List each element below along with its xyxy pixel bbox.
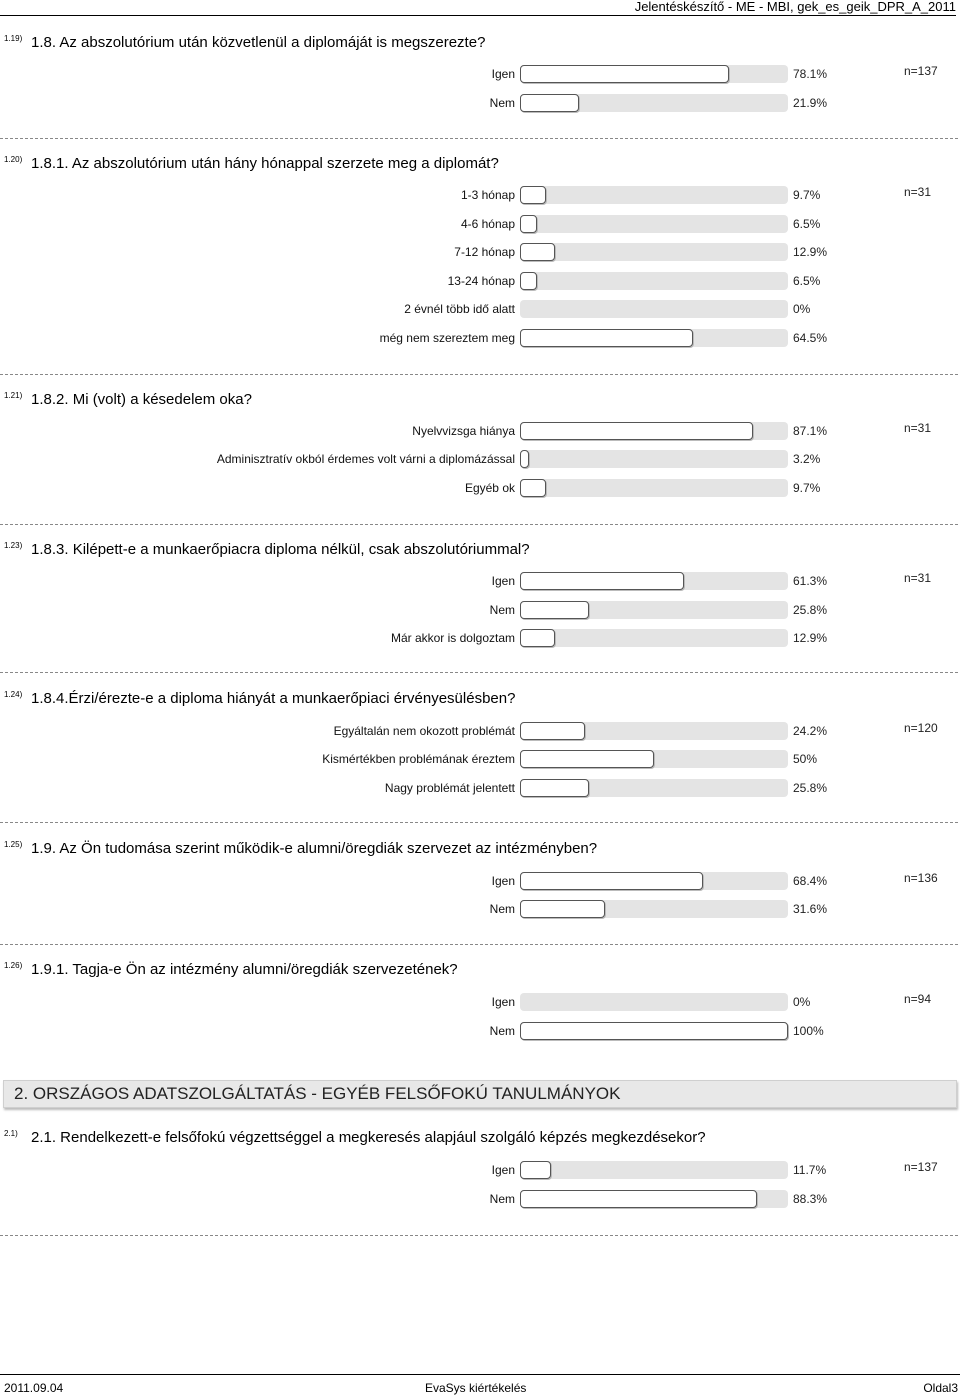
question-title: 1.9.1. Tagja-e Ön az intézmény alumni/öregdiák szervezetének? bbox=[31, 961, 458, 978]
percentage-bar-fill bbox=[520, 750, 654, 768]
respondent-count: n=31 bbox=[904, 571, 932, 585]
percentage-bar-track bbox=[520, 601, 788, 619]
answer-label: 1-3 hónap bbox=[460, 188, 515, 202]
answer-percentage: 25.8% bbox=[793, 603, 828, 617]
answer-percentage: 88.3% bbox=[793, 1192, 828, 1206]
footer-generator: EvaSys kiértékelés bbox=[425, 1381, 527, 1395]
percentage-bar-fill bbox=[520, 329, 693, 347]
percentage-bar-fill bbox=[520, 272, 537, 290]
answer-label: Nem bbox=[489, 603, 515, 617]
answer-row bbox=[0, 93, 960, 115]
answer-percentage: 61.3% bbox=[793, 574, 828, 588]
answer-label: Igen bbox=[491, 874, 515, 888]
answer-percentage: 50% bbox=[793, 752, 818, 766]
question-number: 1.20) bbox=[4, 155, 23, 164]
answer-row bbox=[0, 421, 960, 443]
question-title: 1.8.3. Kilépett-e a munkaerőpiacra diploma nélkül, csak abszolutóriummal? bbox=[31, 541, 530, 558]
answer-percentage: 12.9% bbox=[793, 631, 828, 645]
answer-row bbox=[0, 628, 960, 650]
percentage-bar-track bbox=[520, 272, 788, 290]
percentage-bar-fill bbox=[520, 479, 546, 497]
percentage-bar-track bbox=[520, 215, 788, 233]
answer-row bbox=[0, 1021, 960, 1043]
respondent-count: n=31 bbox=[904, 185, 932, 199]
answer-label: 4-6 hónap bbox=[460, 217, 515, 231]
answer-row bbox=[0, 871, 960, 893]
answer-label: Nyelvvizsga hiánya bbox=[412, 424, 515, 438]
question-separator bbox=[0, 822, 958, 823]
answer-percentage: 68.4% bbox=[793, 874, 828, 888]
percentage-bar-track bbox=[520, 1161, 788, 1179]
question-separator bbox=[0, 138, 958, 139]
percentage-bar-track bbox=[520, 993, 788, 1011]
respondent-count: n=94 bbox=[904, 992, 932, 1006]
question-separator bbox=[0, 524, 958, 525]
answer-label: Nagy problémát jelentett bbox=[384, 781, 515, 795]
question-number: 1.21) bbox=[4, 391, 23, 400]
answer-percentage: 6.5% bbox=[793, 274, 821, 288]
answer-label: Egyáltalán nem okozott problémát bbox=[333, 724, 515, 738]
answer-row bbox=[0, 721, 960, 743]
answer-label: Igen bbox=[491, 574, 515, 588]
answer-percentage: 9.7% bbox=[793, 481, 821, 495]
percentage-bar-track bbox=[520, 1190, 788, 1208]
answer-label: Igen bbox=[491, 1163, 515, 1177]
question-number: 2.1) bbox=[4, 1129, 18, 1138]
answer-row bbox=[0, 64, 960, 86]
answer-row bbox=[0, 299, 960, 321]
percentage-bar-track bbox=[520, 329, 788, 347]
respondent-count: n=120 bbox=[904, 721, 938, 735]
answer-row bbox=[0, 328, 960, 350]
percentage-bar-track bbox=[520, 750, 788, 768]
percentage-bar-fill bbox=[520, 779, 589, 797]
percentage-bar-fill bbox=[520, 1161, 551, 1179]
percentage-bar-track bbox=[520, 1022, 788, 1040]
percentage-bar-track bbox=[520, 243, 788, 261]
question-separator bbox=[0, 944, 958, 945]
answer-label: Egyéb ok bbox=[464, 481, 515, 495]
percentage-bar-fill bbox=[520, 722, 585, 740]
question-number: 1.19) bbox=[4, 34, 23, 43]
answer-percentage: 64.5% bbox=[793, 331, 828, 345]
percentage-bar-track bbox=[520, 722, 788, 740]
answer-row bbox=[0, 214, 960, 236]
question-title: 1.8. Az abszolutórium után közvetlenül a diplomáját is megszerezte? bbox=[31, 34, 486, 51]
question-title: 2.1. Rendelkezett-e felsőfokú végzettséggel a megkeresés alapjául szolgáló képzés megkezdésekor? bbox=[31, 1129, 706, 1146]
answer-percentage: 31.6% bbox=[793, 902, 828, 916]
question-separator bbox=[0, 672, 958, 673]
page-footer bbox=[0, 1374, 960, 1396]
answer-percentage: 0% bbox=[793, 302, 811, 316]
percentage-bar-fill bbox=[520, 629, 555, 647]
section-title: 2. ORSZÁGOS ADATSZOLGÁLTATÁS - EGYÉB FELSŐFOKÚ TANULMÁNYOK bbox=[14, 1084, 621, 1103]
answer-percentage: 0% bbox=[793, 995, 811, 1009]
percentage-bar-track bbox=[520, 572, 788, 590]
answer-row bbox=[0, 1160, 960, 1182]
percentage-bar-track bbox=[520, 900, 788, 918]
answer-label: még nem szereztem meg bbox=[379, 331, 515, 345]
answer-label: Nem bbox=[489, 96, 515, 110]
percentage-bar-track bbox=[520, 300, 788, 318]
respondent-count: n=137 bbox=[904, 64, 938, 78]
answer-label: Adminisztratív okból érdemes volt várni a diplomázással bbox=[216, 452, 515, 466]
section-heading-box bbox=[3, 1080, 957, 1108]
footer-date: 2011.09.04 bbox=[4, 1381, 64, 1395]
answer-label: Igen bbox=[491, 995, 515, 1009]
question-separator bbox=[0, 1235, 958, 1236]
answer-row bbox=[0, 778, 960, 800]
percentage-bar-track bbox=[520, 629, 788, 647]
percentage-bar-track bbox=[520, 872, 788, 890]
respondent-count: n=136 bbox=[904, 871, 938, 885]
answer-row bbox=[0, 271, 960, 293]
answer-percentage: 87.1% bbox=[793, 424, 828, 438]
percentage-bar-fill bbox=[520, 872, 703, 890]
question-number: 1.23) bbox=[4, 541, 23, 550]
percentage-bar-track bbox=[520, 779, 788, 797]
percentage-bar-fill bbox=[520, 1190, 757, 1208]
percentage-bar-track bbox=[520, 450, 788, 468]
answer-label: Már akkor is dolgoztam bbox=[390, 631, 515, 645]
answer-percentage: 12.9% bbox=[793, 245, 828, 259]
percentage-bar-track bbox=[520, 422, 788, 440]
answer-row bbox=[0, 185, 960, 207]
answer-percentage: 11.7% bbox=[793, 1163, 827, 1177]
answer-row bbox=[0, 992, 960, 1014]
answer-row bbox=[0, 899, 960, 921]
answer-row bbox=[0, 449, 960, 471]
percentage-bar-fill bbox=[520, 422, 753, 440]
answer-label: Kismértékben problémának éreztem bbox=[322, 752, 515, 766]
answer-row bbox=[0, 600, 960, 622]
answer-label: 13-24 hónap bbox=[447, 274, 515, 288]
answer-percentage: 3.2% bbox=[793, 452, 821, 466]
question-title: 1.8.2. Mi (volt) a késedelem oka? bbox=[31, 391, 252, 408]
answer-row bbox=[0, 242, 960, 264]
answer-label: Nem bbox=[489, 902, 515, 916]
answer-percentage: 25.8% bbox=[793, 781, 828, 795]
percentage-bar-fill bbox=[520, 450, 529, 468]
percentage-bar-fill bbox=[520, 1022, 788, 1040]
answer-label: 7-12 hónap bbox=[454, 245, 515, 259]
question-number: 1.24) bbox=[4, 690, 23, 699]
question-title: 1.8.1. Az abszolutórium után hány hónappal szerzete meg a diplomát? bbox=[31, 155, 499, 172]
percentage-bar-track bbox=[520, 479, 788, 497]
question-number: 1.26) bbox=[4, 961, 23, 970]
question-separator bbox=[0, 374, 958, 375]
answer-percentage: 100% bbox=[793, 1024, 824, 1038]
answer-row bbox=[0, 478, 960, 500]
respondent-count: n=137 bbox=[904, 1160, 938, 1174]
percentage-bar-track bbox=[520, 94, 788, 112]
percentage-bar-fill bbox=[520, 215, 537, 233]
answer-row bbox=[0, 571, 960, 593]
report-header-title: Jelentéskészítő - ME - MBI, gek_es_geik_DPR_A_2011 bbox=[0, 0, 956, 16]
footer-page-number: Oldal3 bbox=[923, 1381, 958, 1395]
question-title: 1.9. Az Ön tudomása szerint működik-e alumni/öregdiák szervezet az intézményben? bbox=[31, 840, 598, 857]
answer-label: 2 évnél több idő alatt bbox=[404, 302, 515, 316]
percentage-bar-fill bbox=[520, 900, 605, 918]
answer-percentage: 78.1% bbox=[793, 67, 828, 81]
percentage-bar-fill bbox=[520, 94, 579, 112]
percentage-bar-track bbox=[520, 186, 788, 204]
percentage-bar-fill bbox=[520, 572, 684, 590]
percentage-bar-fill bbox=[520, 186, 546, 204]
percentage-bar-fill bbox=[520, 65, 729, 83]
percentage-bar-track bbox=[520, 65, 788, 83]
respondent-count: n=31 bbox=[904, 421, 932, 435]
answer-percentage: 21.9% bbox=[793, 96, 828, 110]
question-title: 1.8.4.Érzi/érezte-e a diploma hiányát a munkaerőpiaci érvényesülésben? bbox=[31, 690, 516, 707]
answer-row bbox=[0, 1189, 960, 1211]
percentage-bar-fill bbox=[520, 601, 589, 619]
question-number: 1.25) bbox=[4, 840, 23, 849]
answer-row bbox=[0, 749, 960, 771]
answer-label: Nem bbox=[489, 1024, 515, 1038]
answer-label: Igen bbox=[491, 67, 515, 81]
answer-percentage: 6.5% bbox=[793, 217, 821, 231]
answer-percentage: 24.2% bbox=[793, 724, 828, 738]
percentage-bar-fill bbox=[520, 243, 555, 261]
answer-percentage: 9.7% bbox=[793, 188, 821, 202]
answer-label: Nem bbox=[489, 1192, 515, 1206]
